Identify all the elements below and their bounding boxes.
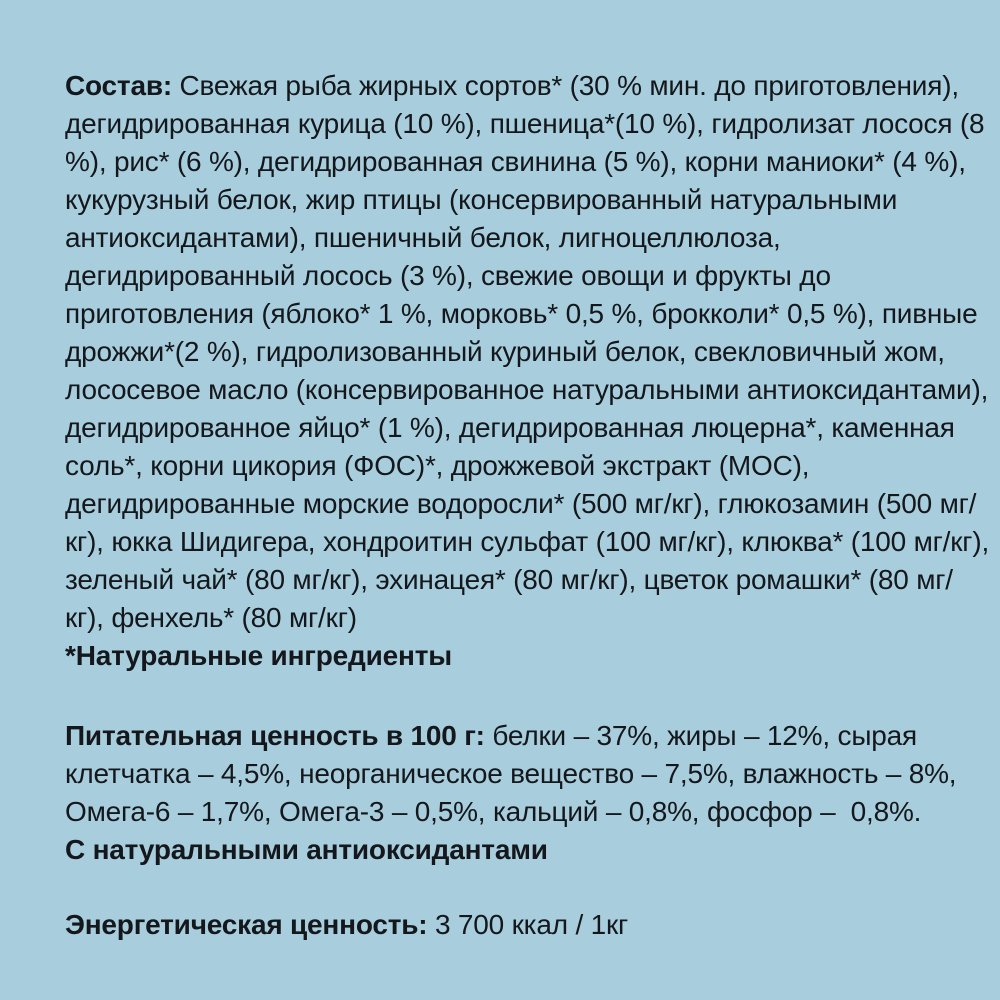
text-line bbox=[65, 257, 945, 295]
text-segment: белки – 37%, жиры – 12%, сырая bbox=[484, 720, 917, 751]
bold-segment: С натуральными антиоксидантами bbox=[65, 834, 548, 865]
text-line bbox=[65, 447, 945, 485]
text-line bbox=[65, 793, 945, 831]
text-line bbox=[65, 561, 953, 599]
text-line bbox=[65, 371, 989, 409]
text-line bbox=[65, 637, 945, 675]
text-segment: лососевое масло (консервированное натуральными антиоксидантами), bbox=[65, 374, 989, 405]
text-line bbox=[65, 906, 945, 944]
text-line bbox=[65, 717, 945, 755]
text-line bbox=[65, 831, 945, 869]
text-segment: %), рис* (6 %), дегидрированная свинина (5 %), корни маниоки* (4 %), bbox=[65, 146, 966, 177]
text-line bbox=[65, 295, 978, 333]
text-line bbox=[65, 755, 957, 793]
text-line bbox=[65, 219, 945, 257]
text-segment: Омега-6 – 1,7%, Омега-3 – 0,5%, кальций – 0,8%, фосфор – 0,8%. bbox=[65, 796, 922, 827]
bold-segment: Энергетическая ценность: bbox=[65, 909, 428, 940]
bold-segment: Состав: bbox=[65, 70, 172, 101]
label-text bbox=[65, 67, 990, 944]
bold-segment: *Натуральные ингредиенты bbox=[65, 640, 452, 671]
text-segment: кг), фенхель* (80 мг/кг) bbox=[65, 602, 357, 633]
text-segment: дегидрированные морские водоросли* (500 мг/кг), глюкозамин (500 мг/ bbox=[65, 488, 977, 519]
text-segment: соль*, корни цикория (ФОС)*, дрожжевой экстракт (МОС), bbox=[65, 450, 810, 481]
text-segment: кукурузный белок, жир птицы (консервированный натуральными bbox=[65, 184, 898, 215]
text-segment: дегидрированный лосось (3 %), свежие овощи и фрукты до bbox=[65, 260, 831, 291]
nutrition-paragraph bbox=[65, 717, 957, 869]
text-segment: приготовления (яблоко* 1 %, морковь* 0,5 %, брокколи* 0,5 %), пивные bbox=[65, 298, 978, 329]
energy-paragraph bbox=[65, 906, 945, 944]
text-segment: дрожжи*(2 %), гидролизованный куриный белок, свекловичный жом, bbox=[65, 336, 945, 367]
text-line bbox=[65, 105, 985, 143]
text-line bbox=[65, 523, 990, 561]
text-segment: Свежая рыба жирных сортов* (30 % мин. до приготовления), bbox=[171, 70, 959, 101]
text-segment: антиоксидантами), пшеничный белок, лигноцеллюлоза, bbox=[65, 222, 781, 253]
text-segment: зеленый чай* (80 мг/кг), эхинацея* (80 мг/кг), цветок ромашки* (80 мг/ bbox=[65, 564, 953, 595]
text-line bbox=[65, 143, 966, 181]
text-line bbox=[65, 409, 955, 447]
text-line bbox=[65, 181, 945, 219]
composition-paragraph bbox=[65, 67, 990, 675]
text-segment: дегидрированная курица (10 %), пшеница*(10 %), гидролизат лосося (8 bbox=[65, 108, 985, 139]
bold-segment: Питательная ценность в 100 г: bbox=[65, 720, 485, 751]
text-segment: 3 700 ккал / 1кг bbox=[427, 909, 629, 940]
text-line bbox=[65, 599, 945, 637]
text-line bbox=[65, 333, 945, 371]
text-segment: кг), юкка Шидигера, хондроитин сульфат (100 мг/кг), клюква* (100 мг/кг), bbox=[65, 526, 990, 557]
text-line bbox=[65, 67, 959, 105]
text-segment: дегидрированное яйцо* (1 %), дегидрированная люцерна*, каменная bbox=[65, 412, 955, 443]
text-segment: клетчатка – 4,5%, неорганическое вещество – 7,5%, влажность – 8%, bbox=[65, 758, 957, 789]
text-line bbox=[65, 485, 977, 523]
